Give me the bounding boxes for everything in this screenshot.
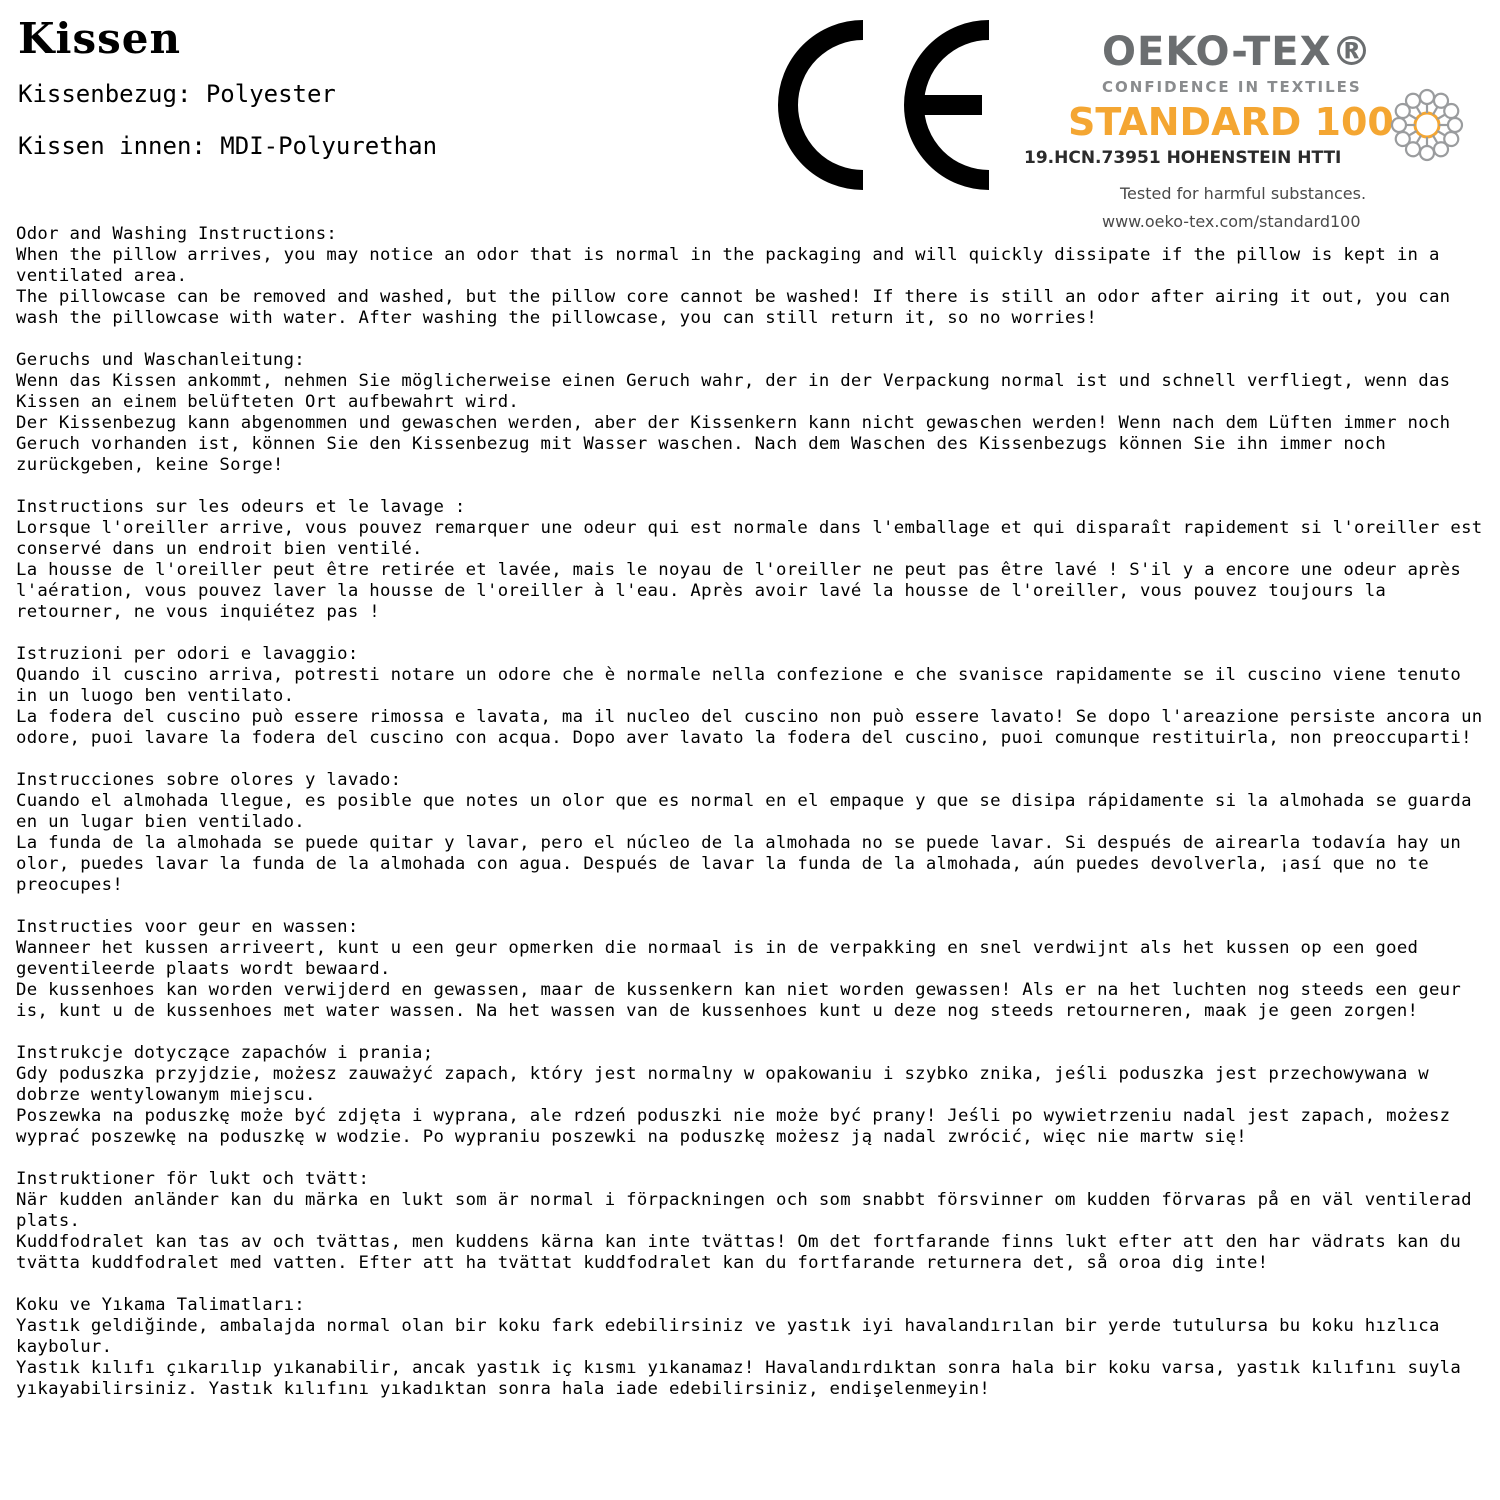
section-polish	[16, 1043, 1492, 1148]
ce-mark-icon	[772, 20, 990, 190]
oeko-tex-label	[1022, 30, 1472, 240]
oeko-tex-tested: Tested for harmful substances.	[1120, 184, 1367, 203]
section-dutch	[16, 917, 1492, 1022]
section-heading: Instrukcje dotyczące zapachów i prania;	[16, 1043, 434, 1063]
section-paragraph: Wenn das Kissen ankommt, nehmen Sie möglicherweise einen Geruch wahr, der in der Verpackung normal ist und schnell verfliegt, wenn das Kissen an einem belüfteten Ort aufbewahrt wird.	[16, 371, 1451, 412]
section-paragraph: Yastık kılıfı çıkarılıp yıkanabilir, ancak yastık iç kısmı yıkanamaz! Havalandırdıktan sonra hala bir koku varsa, yastık kılıfını suyla yıkayabilirsiniz. Yastık kılıfını yıkadıktan sonra hala iade edebilirsiniz, endişelenmeyin!	[16, 1358, 1462, 1399]
section-paragraph: När kudden anländer kan du märka en lukt som är normal i förpackningen och som snabbt försvinner om kudden förvaras på en väl ventilerad plats.	[16, 1190, 1472, 1231]
oeko-tex-tagline: CONFIDENCE IN TEXTILES	[1102, 78, 1362, 96]
section-paragraph: Cuando el almohada llegue, es posible que notes un olor que es normal en el empaque y que se disipa rápidamente si la almohada se guarda en un lugar bien ventilado.	[16, 791, 1472, 832]
product-header	[18, 12, 437, 160]
oeko-tex-url: www.oeko-tex.com/standard100	[1102, 212, 1361, 231]
section-paragraph: La fodera del cuscino può essere rimossa e lavata, ma il nucleo del cuscino non può essere lavato! Se dopo l'areazione persiste ancora un odore, puoi lavare la fodera del cuscino con acqua. Dopo aver lavato la fodera del cuscino, puoi comunque restituirla, non preoccuparti!	[16, 707, 1483, 748]
section-paragraph: La housse de l'oreiller peut être retirée et lavée, mais le noyau de l'oreiller ne peut pas être lavé ! S'il y a encore une odeur après l'aération, vous pouvez laver la housse de l'oreiller à l'eau. Après avoir lavé la housse de l'oreiller, vous pouvez toujours la retourner, ne vous inquiétez pas !	[16, 560, 1462, 622]
instructions-body	[16, 224, 1492, 1421]
oeko-tex-standard: STANDARD 100	[1068, 100, 1394, 144]
section-french	[16, 497, 1492, 623]
section-german	[16, 350, 1492, 476]
section-italian	[16, 644, 1492, 749]
section-english	[16, 224, 1492, 329]
section-paragraph: Lorsque l'oreiller arrive, vous pouvez remarquer une odeur qui est normale dans l'emballage et qui disparaît rapidement si l'oreiller est conservé dans un endroit bien ventilé.	[16, 518, 1483, 559]
section-spanish	[16, 770, 1492, 896]
section-paragraph: Gdy poduszka przyjdzie, możesz zauważyć zapach, który jest normalny w opakowaniu i szybko znika, jeśli poduszka jest przechowywana w dobrze wentylowanym miejscu.	[16, 1064, 1429, 1105]
section-heading: Instructions sur les odeurs et le lavage :	[16, 497, 466, 517]
section-heading: Instruktioner för lukt och tvätt:	[16, 1169, 370, 1189]
section-paragraph: Yastık geldiğinde, ambalajda normal olan bir koku fark edebilirsiniz ve yastık iyi havalandırılan bir yerde tutulursa bu koku hızlıca kaybolur.	[16, 1316, 1440, 1357]
section-paragraph: Wanneer het kussen arriveert, kunt u een geur opmerken die normaal is in de verpakking en snel verdwijnt als het kussen op een goed geventileerde plaats wordt bewaard.	[16, 938, 1419, 979]
section-heading: Koku ve Yıkama Talimatları:	[16, 1295, 306, 1315]
section-paragraph: Kuddfodralet kan tas av och tvättas, men kuddens kärna kan inte tvättas! Om det fortfarande finns lukt efter att den har vädrats kan du tvätta kuddfodralet med vatten. Efter att ha tvättat kuddfodralet kan du fortfarande returnera det, så oroa dig inte!	[16, 1232, 1462, 1273]
section-paragraph: Quando il cuscino arriva, potresti notare un odore che è normale nella confezione e che svanisce rapidamente se il cuscino viene tenuto in un luogo ben ventilato.	[16, 665, 1462, 706]
oeko-tex-flower-icon	[1382, 80, 1472, 170]
page-title: Kissen	[18, 14, 182, 63]
section-heading: Instructies voor geur en wassen:	[16, 917, 359, 937]
section-paragraph: La funda de la almohada se puede quitar y lavar, pero el núcleo de la almohada no se puede lavar. Si después de airearla todavía hay un olor, puedes lavar la funda de la almohada con agua. Después de lavar la funda de la almohada, aún puedes devolverla, ¡así que no te preocupes!	[16, 833, 1462, 895]
section-heading: Instrucciones sobre olores y lavado:	[16, 770, 402, 790]
section-heading: Odor and Washing Instructions:	[16, 224, 338, 244]
material-cover: Kissenbezug: Polyester	[18, 80, 336, 108]
section-swedish	[16, 1169, 1492, 1274]
section-paragraph: The pillowcase can be removed and washed, but the pillow core cannot be washed! If there is still an odor after airing it out, you can wash the pillowcase with water. After washing the pillowcase, you can still return it, so no worries!	[16, 287, 1451, 328]
section-heading: Geruchs und Waschanleitung:	[16, 350, 306, 370]
oeko-tex-certificate: 19.HCN.73951 HOHENSTEIN HTTI	[1024, 148, 1342, 168]
section-turkish	[16, 1295, 1492, 1400]
section-paragraph: Poszewka na poduszkę może być zdjęta i wyprana, ale rdzeń poduszki nie może być prany! Jeśli po wywietrzeniu nadal jest zapach, możesz wyprać poszewkę na poduszkę w wodzie. Po wypraniu poszewki na poduszkę możesz ją nadal zwrócić, więc nie martw się!	[16, 1106, 1451, 1147]
section-paragraph: When the pillow arrives, you may notice an odor that is normal in the packaging and will quickly dissipate if the pillow is kept in a ventilated area.	[16, 245, 1440, 286]
section-paragraph: Der Kissenbezug kann abgenommen und gewaschen werden, aber der Kissenkern kann nicht gewaschen werden! Wenn nach dem Lüften immer noch Geruch vorhanden ist, können Sie den Kissenbezug mit Wasser waschen. Nach dem Waschen des Kissenbezugs können Sie ihn immer noch zurückgeben, keine Sorge!	[16, 413, 1451, 475]
section-paragraph: De kussenhoes kan worden verwijderd en gewassen, maar de kussenkern kan niet worden gewassen! Als er na het luchten nog steeds een geur is, kunt u de kussenhoes met water wassen. Na het wassen van de kussenhoes kunt u deze nog steeds retourneren, maak je geen zorgen!	[16, 980, 1462, 1021]
oeko-tex-brand: OEKO-TEX®	[1102, 29, 1373, 75]
material-inner: Kissen innen: MDI-Polyurethan	[18, 132, 438, 160]
section-heading: Istruzioni per odori e lavaggio:	[16, 644, 359, 664]
